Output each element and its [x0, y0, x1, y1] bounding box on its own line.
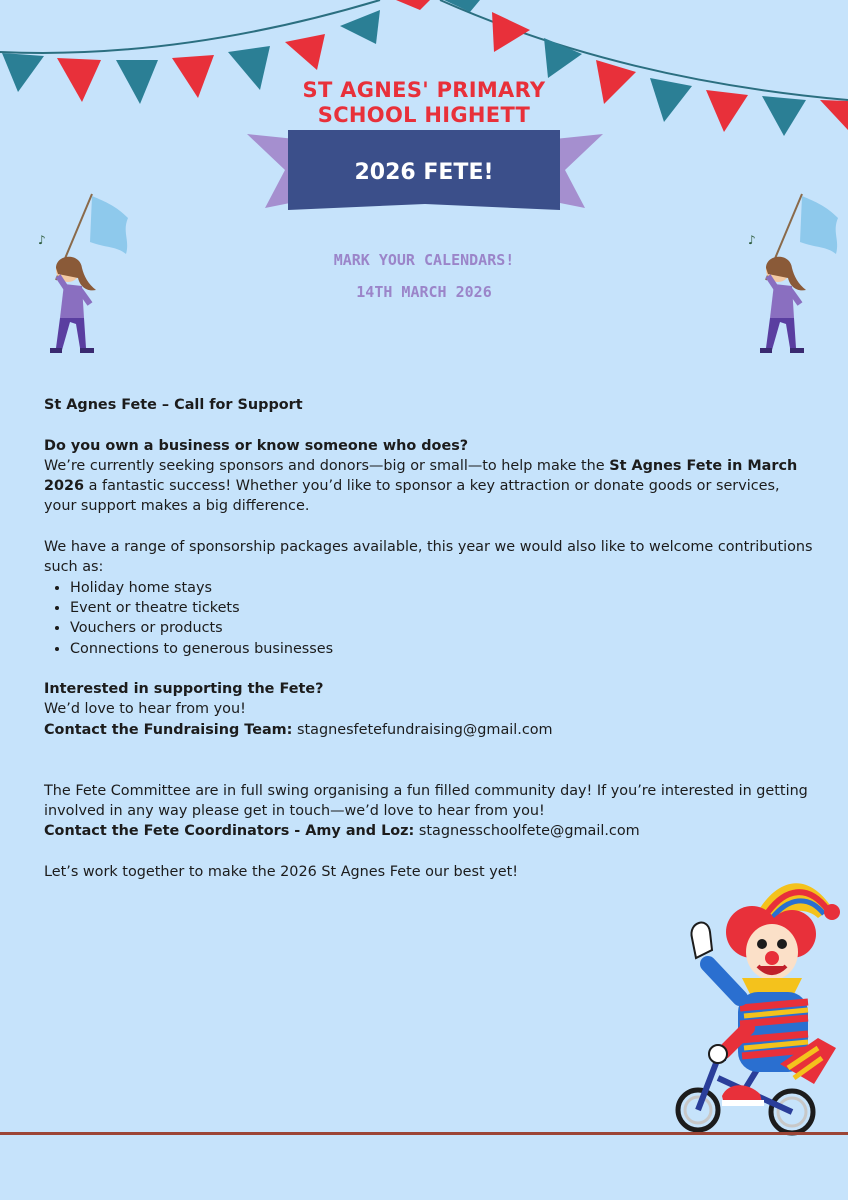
call-for-support-heading: St Agnes Fete – Call for Support [44, 397, 303, 413]
sponsor-text-a: We’re currently seeking sponsors and donors—big or small—to help make the [44, 457, 610, 474]
coordinators-contact-label: Contact the Fete Coordinators - Amy and Loz: [44, 823, 415, 840]
contribution-list [44, 578, 814, 659]
list-item: • Vouchers or products [70, 618, 814, 638]
sponsor-paragraph [44, 456, 814, 517]
coordinators-contact [44, 821, 814, 841]
love-to-hear-line: We’d love to hear from you! [44, 701, 246, 718]
title-line-1: ST AGNES' PRIMARY [302, 78, 546, 102]
packages-paragraph: We have a range of sponsorship packages available, this year we would also like to welcome contributions such as: [44, 539, 813, 576]
sponsor-text-b: a fantastic success! Whether you’d like to sponsor a key attraction or donate goods or services, your support makes a big difference. [44, 478, 780, 515]
business-question-heading: Do you own a business or know someone who does? [44, 437, 469, 454]
list-item: • Connections to generous businesses [70, 639, 814, 659]
list-item: • Holiday home stays [70, 578, 814, 598]
clown-on-bike-illustration [668, 868, 848, 1136]
school-title [250, 78, 598, 128]
svg-text:♪: ♪ [748, 233, 756, 247]
interest-heading: Interested in supporting the Fete? [44, 681, 324, 698]
closing-line: Let’s work together to make the 2026 St Agnes Fete our best yet! [44, 863, 519, 880]
fundraising-contact [44, 720, 814, 740]
girl-with-flag-right [744, 188, 844, 368]
svg-text:♪: ♪ [38, 233, 46, 247]
flyer-body [44, 395, 814, 882]
fundraising-contact-label: Contact the Fundraising Team: [44, 721, 293, 738]
committee-paragraph: The Fete Committee are in full swing organising a fun filled community day! If you’re interested in getting involved in any way please get in touch—we’d love to hear from you! [44, 782, 808, 819]
coordinators-email[interactable]: stagnesschoolfete@gmail.com [414, 823, 640, 840]
sponsor-text-bold: St Agnes Fete in March 2026 [44, 457, 798, 495]
fete-date-text: 14TH MARCH 2026 [356, 283, 492, 301]
ground-line [0, 1132, 848, 1135]
list-item: • Event or theatre tickets [70, 598, 814, 618]
girl-with-flag-left [36, 188, 136, 368]
mark-calendar-text: MARK YOUR CALENDARS! [333, 251, 515, 269]
title-line-2: SCHOOL HIGHETT [317, 103, 531, 127]
fundraising-email[interactable]: stagnesfetefundraising@gmail.com [292, 721, 553, 738]
fete-year-label: 2026 FETE! [354, 160, 494, 185]
